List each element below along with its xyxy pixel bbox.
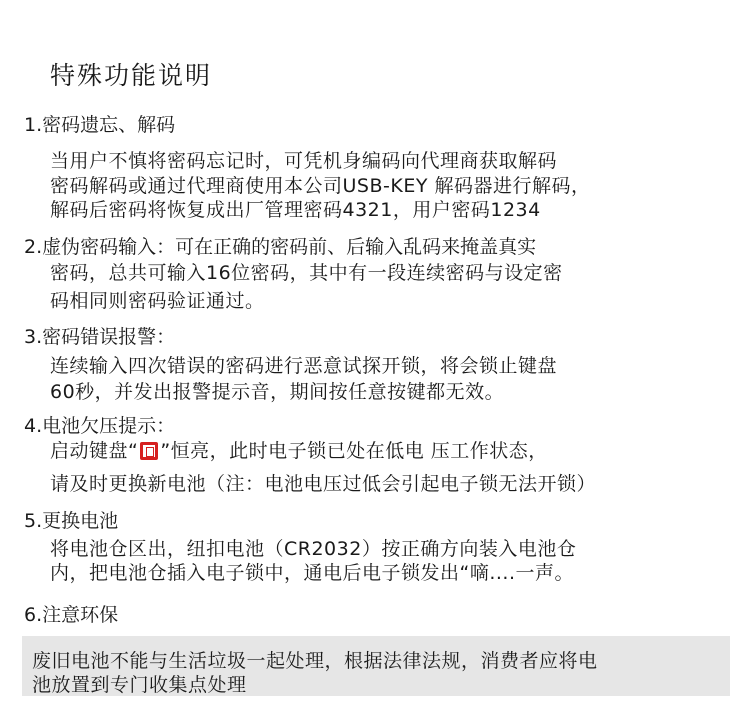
section-1-line-1: 当用户不慎将密码忘记时，可凭机身编码向代理商获取解码 — [50, 150, 558, 172]
page-title: 特殊功能说明 — [50, 61, 213, 90]
section-4-line-1-before: 启动键盘“ — [50, 440, 139, 462]
section-4-line-1-after: ”恒亮，此时电子锁已处在低电 压工作状态， — [160, 440, 548, 462]
section-3-heading: 3.密码错误报警： — [24, 326, 176, 348]
section-5-heading: 5.更换电池 — [24, 510, 119, 532]
section-1-heading: 1.密码遗忘、解码 — [24, 114, 176, 136]
section-1-line-3: 解码后密码将恢复成出厂管理密码4321，用户密码1234 — [50, 199, 541, 221]
section-1-line-2: 密码解码或通过代理商使用本公司USB-KEY 解码器进行解码， — [50, 175, 591, 197]
environment-note-box — [22, 636, 730, 696]
section-2-line-2: 码相同则密码验证通过。 — [50, 290, 265, 312]
section-3-line-2: 60秒，并发出报警提示音，期间按任意按键都无效。 — [50, 381, 505, 403]
section-4-line-2: 请及时更换新电池（注：电池电压过低会引起电子锁无法开锁） — [50, 473, 597, 495]
section-6-heading: 6.注意环保 — [24, 604, 119, 626]
section-5-line-2: 内，把电池仓插入电子锁中，通电后电子锁发出“嘀....一声。 — [50, 562, 575, 584]
section-5-line-1: 将电池仓区出，纽扣电池（CR2032）按正确方向装入电池仓 — [50, 538, 577, 560]
section-2-line-1: 密码，总共可输入16位密码，其中有一段连续密码与设定密 — [50, 262, 563, 284]
section-2-heading: 2.虚伪密码输入：可在正确的密码前、后输入乱码来掩盖真实 — [24, 236, 537, 258]
section-3-line-1: 连续输入四次错误的密码进行恶意试探开锁，将会锁止键盘 — [50, 355, 558, 377]
battery-low-icon — [140, 442, 158, 460]
section-4-heading: 4.电池欠压提示： — [24, 415, 176, 437]
section-4-line-1 — [50, 436, 548, 463]
environment-note-line-2: 池放置到专门收集点处理 — [32, 674, 247, 696]
environment-note-line-1: 废旧电池不能与生活垃圾一起处理，根据法律法规，消费者应将电 — [32, 650, 598, 672]
